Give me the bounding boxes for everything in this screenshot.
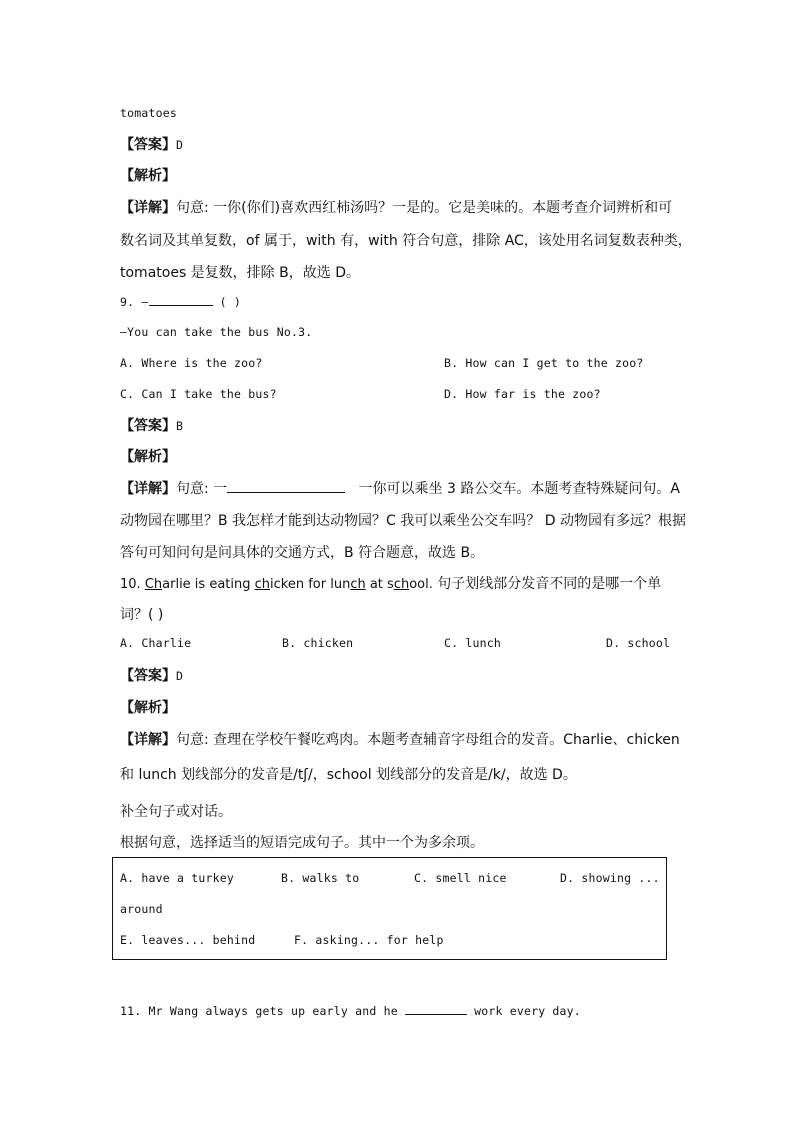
detail-tag: 【详解】 [120,481,176,497]
phrase-option-c: C. smell nice [414,871,507,885]
q9-number: 9. — [120,295,149,309]
q11-text-end: work every day. [466,1004,581,1018]
q10-option-d: D. school [606,636,671,650]
detail-tag: 【详解】 [120,732,176,748]
answer-value: B [176,419,184,433]
analysis-tag: 【解析】 [120,449,176,465]
prev-answer [120,134,183,154]
q10-detail-line-2: 和 lunch 划线部分的发音是/tʃ/，school 划线部分的发音是/k/，故选 D。 [120,767,577,783]
q10-question: 句子划线部分发音不同的是哪一个单 [432,576,662,592]
phrase-option-f: F. asking... for help [294,933,444,947]
phrase-option-a: A. have a turkey [120,871,234,885]
q9-paren: ( ) [219,295,241,309]
detail-text: 一你可以乘坐 3 路公交车。本题考查特殊疑问句。A [358,481,680,497]
q11-text-start: 11. Mr Wang always gets up early and he [120,1004,405,1018]
q11-stem [120,1002,581,1018]
q9-answer [120,415,183,435]
prev-detail-line-3: tomatoes 是复数，排除 B，故选 D。 [120,265,360,281]
detail-text: 句意: 一你(你们)喜欢西红柿汤吗？一是的。它是美味的。本题考查介词辨析和可 [176,200,673,216]
phrase-option-d: D. showing ... [560,871,660,885]
detail-text: 句意: 一 [176,481,228,497]
q10-text: at s [365,577,394,592]
underlined-segment: Ch [144,577,163,592]
q10-option-a: A. Charlie [120,636,192,650]
q9-blank [149,293,213,306]
answer-tag: 【答案】 [120,668,176,684]
q10-detail-line-1 [120,729,680,749]
q9-option-c: C. Can I take the bus? [120,387,277,401]
q9-option-d: D. How far is the zoo? [444,387,601,401]
q10-option-b: B. chicken [282,636,354,650]
prev-detail-line-1 [120,197,672,217]
detail-tag: 【详解】 [120,200,176,216]
q9-detail-line-2: 动物园在哪里？B 我怎样才能到达动物园？C 我可以乘坐公交车吗？ D 动物园有多远？根据 [120,513,686,529]
q9-detail-blank [227,480,345,493]
phrase-option-d-continued: around [120,902,163,916]
prev-answer-tail: tomatoes [120,106,177,120]
q10-option-c: C. lunch [444,636,501,650]
answer-value: D [176,669,184,683]
analysis-tag: 【解析】 [120,168,176,184]
q10-text: arlie is eating [162,577,255,592]
q10-text: icken for lun [270,577,351,592]
q11-blank [405,1002,467,1015]
answer-tag: 【答案】 [120,137,176,153]
q9-detail-line-3: 答句可知问句是问具体的交通方式，B 符合题意，故选 B。 [120,545,485,561]
section-title: 补全句子或对话。 [120,804,232,820]
underlined-segment: ch [350,577,366,592]
answer-tag: 【答案】 [120,418,176,434]
answer-value: D [176,138,184,152]
q9-reply: —You can take the bus No.3. [120,325,313,339]
q9-stem [120,293,241,309]
analysis-tag: 【解析】 [120,700,176,716]
underlined-segment: ch [254,577,271,592]
phrase-option-e: E. leaves... behind [120,933,256,947]
q9-option-a: A. Where is the zoo? [120,356,263,370]
underlined-segment: ch [393,577,410,592]
detail-text: 句意: 查理在学校午餐吃鸡肉。本题考查辅音字母组合的发音。Charlie、chicken [176,732,680,748]
q9-detail-line-1 [120,478,680,498]
q10-text: ool. [409,577,433,592]
prev-detail-line-2: 数名词及其单复数，of 属于，with 有，with 符合句意，排除 AC，该处用名词复数表种类， [120,233,692,249]
q10-stem [120,573,661,593]
q10-stem-line-2: 词？( ) [120,607,164,623]
q9-option-b: B. How can I get to the zoo? [444,356,644,370]
q10-answer [120,665,183,685]
q10-number: 10. [120,577,145,592]
phrase-option-b: B. walks to [281,871,360,885]
section-instruction: 根据句意，选择适当的短语完成句子。其中一个为多余项。 [120,835,484,851]
